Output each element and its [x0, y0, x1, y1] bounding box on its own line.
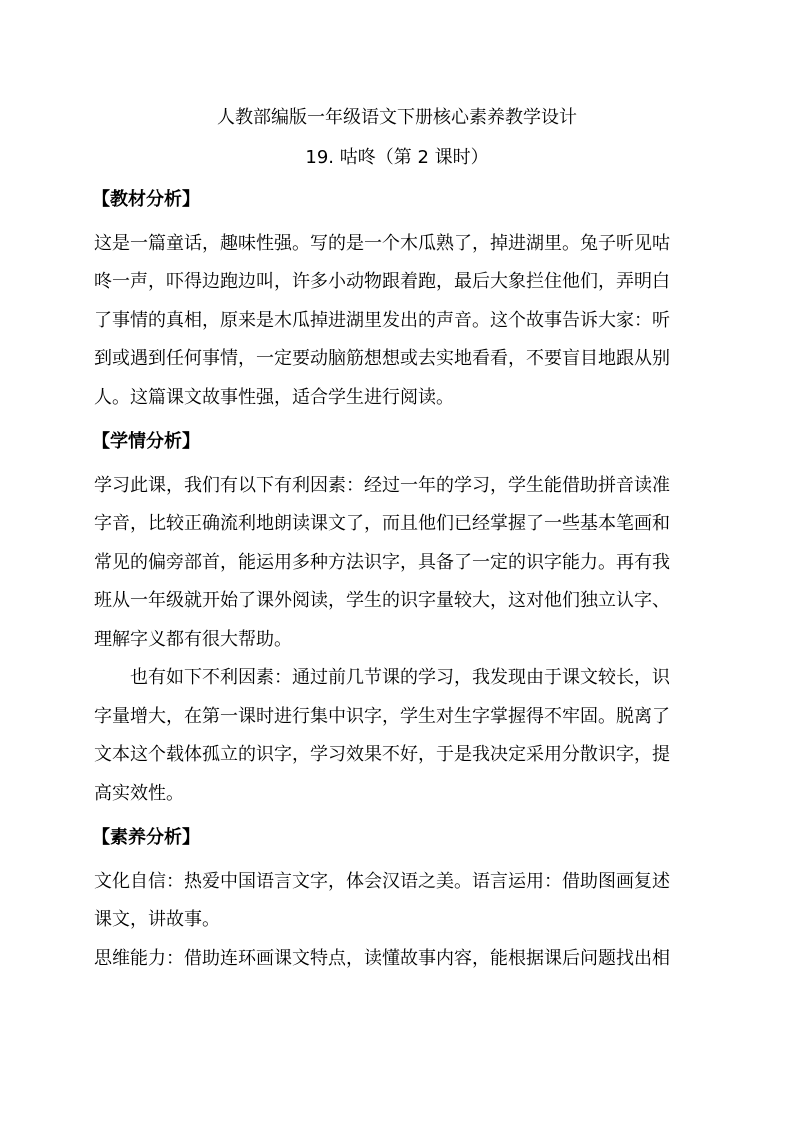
paragraph-line: 高实效性。	[94, 783, 184, 804]
paragraph-line: 学习此课，我们有以下有利因素：经过一年的学习，学生能借助拼音读准	[94, 475, 670, 496]
section-heading-competency-analysis: 【素养分析】	[92, 827, 200, 848]
paragraph-line: 理解字义都有很大帮助。	[94, 629, 292, 650]
paragraph-line: 也有如下不利因素：通过前几节课的学习，我发现由于课文较长，识	[130, 667, 670, 688]
paragraph-line: 字音，比较正确流利地朗读课文了，而且他们已经掌握了一些基本笔画和	[94, 513, 670, 534]
paragraph-line: 常见的偏旁部首，能运用多种方法识字，具备了一定的识字能力。再有我	[94, 552, 670, 573]
paragraph-line: 文本这个载体孤立的识字，学习效果不好，于是我决定采用分散识字，提	[94, 744, 670, 765]
paragraph-line: 人。这篇课文故事性强，适合学生进行阅读。	[94, 387, 454, 408]
document-title: 人教部编版一年级语文下册核心素养教学设计	[217, 107, 577, 128]
paragraph-line: 这是一篇童话，趣味性强。写的是一个木瓜熟了，掉进湖里。兔子听见咕	[94, 233, 670, 254]
paragraph-line: 咚一声，吓得边跑边叫，许多小动物跟着跑，最后大象拦住他们，弄明白	[94, 271, 670, 292]
lesson-subtitle: 19. 咕咚（第 2 课时）	[305, 147, 489, 168]
paragraph-line: 了事情的真相，原来是木瓜掉进湖里发出的声音。这个故事告诉大家：听	[94, 310, 670, 331]
paragraph-line: 班从一年级就开始了课外阅读，学生的识字量较大，这对他们独立认字、	[94, 590, 670, 611]
paragraph-line: 字量增大，在第一课时进行集中识字，学生对生字掌握得不牢固。脱离了	[94, 706, 670, 727]
paragraph-line: 文化自信：热爱中国语言文字，体会汉语之美。语言运用：借助图画复述	[94, 871, 670, 892]
paragraph-line: 思维能力：借助连环画课文特点，读懂故事内容，能根据课后问题找出相	[94, 948, 670, 969]
section-heading-textbook-analysis: 【教材分析】	[92, 189, 200, 210]
paragraph-line: 课文，讲故事。	[94, 909, 220, 930]
section-heading-learner-analysis: 【学情分析】	[92, 431, 200, 452]
paragraph-line: 到或遇到任何事情，一定要动脑筋想想或去实地看看，不要盲目地跟从别	[94, 348, 670, 369]
